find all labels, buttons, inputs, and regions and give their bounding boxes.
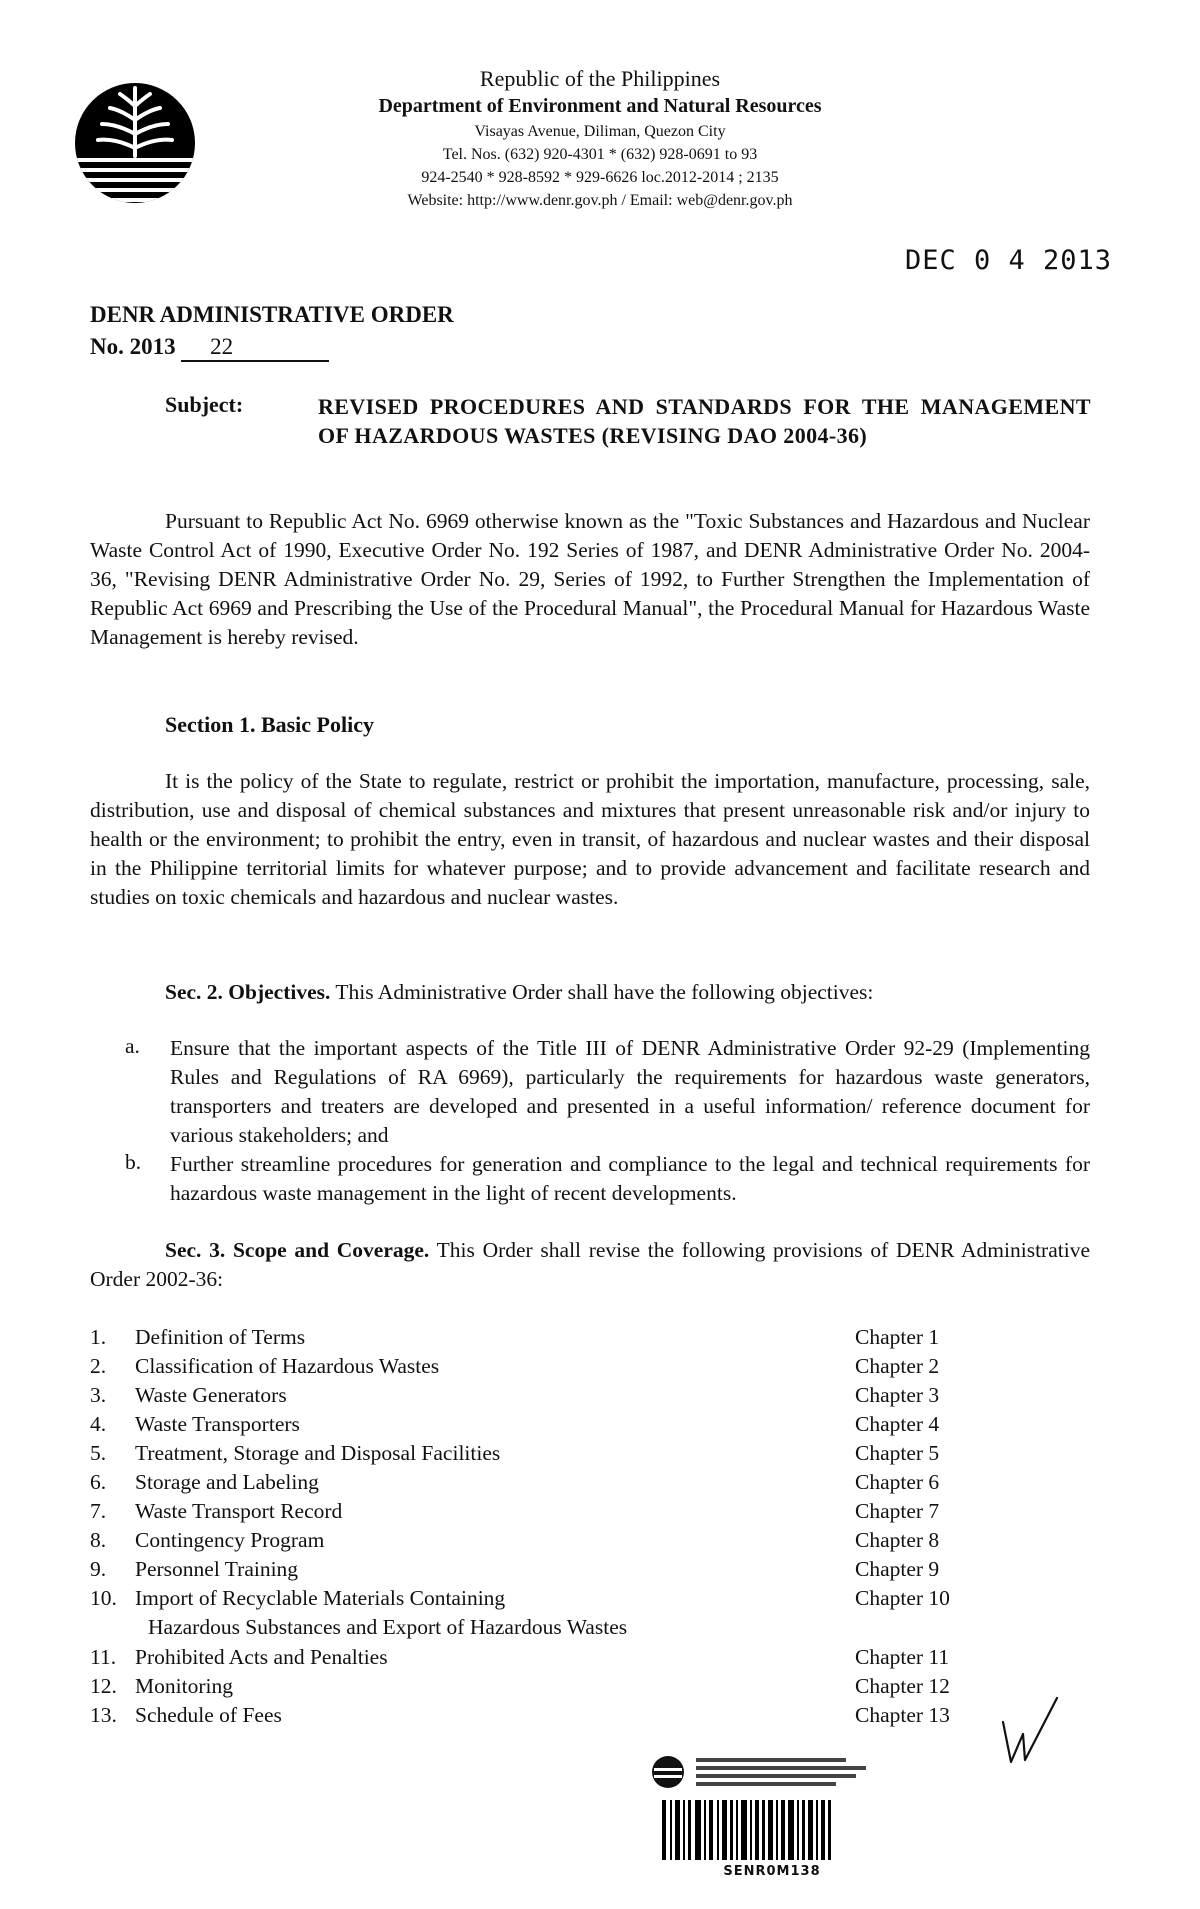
section-3-paragraph <box>90 1236 1090 1294</box>
toc-number: 3. <box>90 1383 107 1407</box>
toc-chapter: Chapter 11 <box>855 1645 950 1669</box>
toc-number: 5. <box>90 1441 107 1465</box>
order-number <box>90 334 329 362</box>
toc-chapter: Chapter 5 <box>855 1441 940 1465</box>
section-3-intro: This Order shall revise the following provisions of DENR Administrative Order 2002-36: <box>90 1238 1090 1291</box>
order-number-prefix: No. 2013 <box>90 334 176 359</box>
toc-label: Treatment, Storage and Disposal Facilities <box>135 1441 501 1465</box>
letterhead-country: Republic of the Philippines <box>479 66 721 91</box>
toc-chapter: Chapter 1 <box>855 1325 940 1349</box>
letterhead-website: Website: http://www.denr.gov.ph / Email: web@denr.gov.ph <box>407 192 793 209</box>
toc-number: 10. <box>90 1586 117 1610</box>
toc-label: Schedule of Fees <box>135 1703 282 1727</box>
toc-label: Storage and Labeling <box>135 1470 319 1494</box>
section-1-heading: Section 1. Basic Policy <box>165 712 374 737</box>
section-2-line <box>165 978 1090 1007</box>
toc-chapter: Chapter 6 <box>855 1470 940 1494</box>
toc-label: Waste Transport Record <box>135 1499 343 1523</box>
subject-label: Subject: <box>165 392 244 417</box>
toc-chapter: Chapter 9 <box>855 1557 940 1581</box>
toc-number: 11. <box>90 1645 117 1669</box>
toc-number: 7. <box>90 1499 107 1523</box>
toc-chapter: Chapter 8 <box>855 1528 940 1552</box>
toc-label: Waste Transporters <box>135 1412 300 1436</box>
toc-label: Definition of Terms <box>135 1325 306 1349</box>
toc-chapter: Chapter 3 <box>855 1383 940 1407</box>
toc-chapter: Chapter 12 <box>855 1674 950 1698</box>
toc-label: Import of Recyclable Materials Containing <box>135 1586 506 1610</box>
letterhead-phone-2: 924-2540 * 928-8592 * 929-6626 loc.2012-2014 ; 2135 <box>421 169 779 186</box>
barcode-label: SENR0M138 <box>723 1864 821 1879</box>
objective-text: Further streamline procedures for generation and compliance to the legal and technical requirements for hazardous waste management in the light of recent developments. <box>170 1152 1090 1205</box>
toc-chapter: Chapter 2 <box>855 1354 940 1378</box>
letterhead-phone-1: Tel. Nos. (632) 920-4301 * (632) 928-0691 to 93 <box>442 146 758 163</box>
letterhead-department: Department of Environment and Natural Resources <box>378 95 822 117</box>
toc-number: 2. <box>90 1354 107 1378</box>
toc-label: Personnel Training <box>135 1557 299 1581</box>
section-1-text: It is the policy of the State to regulate, restrict or prohibit the importation, manufacture, processing, sale, distribution, use and disposal of chemical substances and mixtures that present unreasonable risk and/or injury to health or the environment; to prohibit the entry, even in transit, of hazardous and nuclear wastes and their disposal in the Philippine territorial limits for whatever purpose; and to provide advancement and facilitate research and studies on toxic chemicals and hazardous and nuclear wastes. <box>90 769 1090 909</box>
receiving-stamp <box>640 1750 900 1900</box>
toc-chapter: Chapter 13 <box>855 1703 950 1727</box>
toc-label: Contingency Program <box>135 1528 325 1552</box>
toc-label: Monitoring <box>135 1674 233 1698</box>
section-3-heading: Sec. 3. Scope and Coverage. <box>165 1238 430 1262</box>
subject-text: REVISED PROCEDURES AND STANDARDS FOR THE MANAGEMENT OF HAZARDOUS WASTES (REVISING DAO 2004-36) <box>318 394 1091 448</box>
date-stamp: DEC 0 4 2013 <box>905 245 1113 276</box>
toc-chapter: Chapter 7 <box>855 1499 940 1523</box>
objective-marker: b. <box>125 1150 142 1174</box>
objective-marker: a. <box>125 1034 140 1058</box>
toc-label: Waste Generators <box>135 1383 287 1407</box>
preamble-paragraph: Pursuant to Republic Act No. 6969 otherwise known as the "Toxic Substances and Hazardous and Nuclear Waste Control Act of 1990, Executive Order No. 192 Series of 1987, and DENR Administrative Order No. 2004-36, "Revising DENR Administrative Order No. 29, Series of 1992, to Further Strengthen the Implementation of Republic Act 6969 and Prescribing the Use of the Procedural Manual", the Procedural Manual for Hazardous Waste Management is hereby revised. <box>90 509 1090 649</box>
toc-chapter: Chapter 10 <box>855 1586 950 1610</box>
toc-label: Classification of Hazardous Wastes <box>135 1354 440 1378</box>
toc-number: 1. <box>90 1325 107 1349</box>
toc-label: Prohibited Acts and Penalties <box>135 1645 388 1669</box>
toc-number: 6. <box>90 1470 107 1494</box>
section-2-heading: Sec. 2. Objectives. <box>165 980 331 1004</box>
order-number-value: 22 <box>181 334 329 362</box>
toc-number: 8. <box>90 1528 107 1552</box>
toc-label-continued: Hazardous Substances and Export of Hazardous Wastes <box>148 1615 628 1639</box>
toc-number: 12. <box>90 1674 117 1698</box>
toc-number: 13. <box>90 1703 117 1727</box>
toc-number: 4. <box>90 1412 107 1436</box>
letterhead-address: Visayas Avenue, Diliman, Quezon City <box>474 123 726 140</box>
toc-number: 9. <box>90 1557 107 1581</box>
handwritten-initials <box>995 1692 1065 1772</box>
toc-chapter: Chapter 4 <box>855 1412 940 1436</box>
objective-text: Ensure that the important aspects of the Title III of DENR Administrative Order 92-29 (Implementing Rules and Regulations of RA 6969), particularly the requirements for hazardous waste generators, transporters and treaters are developed and presented in a useful information/ reference document for various stakeholders; and <box>170 1036 1090 1147</box>
section-2-intro: This Administrative Order shall have the following objectives: <box>335 980 874 1004</box>
order-title: DENR ADMINISTRATIVE ORDER <box>90 302 454 327</box>
